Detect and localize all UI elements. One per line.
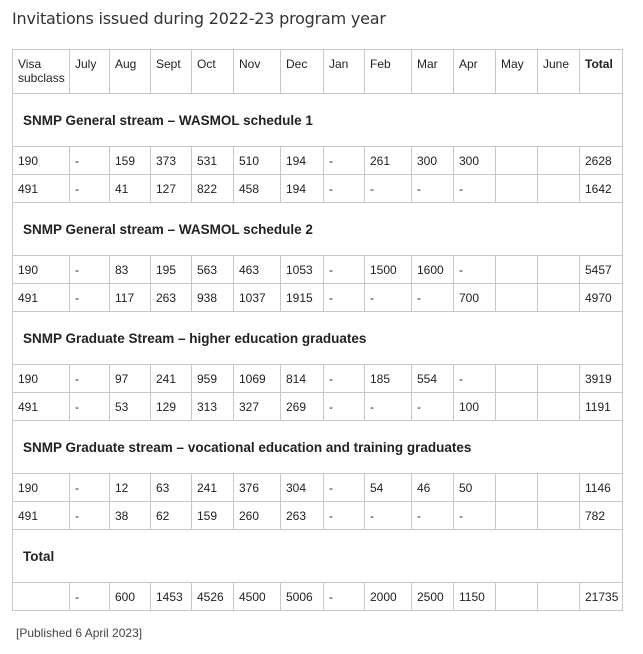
table-cell: 41 — [110, 175, 151, 203]
table-cell: 300 — [412, 147, 454, 175]
table-cell: 300 — [454, 147, 496, 175]
table-cell: - — [365, 502, 412, 530]
table-cell: - — [324, 147, 365, 175]
column-header: Mar — [412, 50, 454, 94]
table-cell: 2628 — [580, 147, 623, 175]
table-cell: - — [454, 175, 496, 203]
table-cell: 510 — [234, 147, 281, 175]
table-cell: 2000 — [365, 583, 412, 611]
table-cell: - — [454, 365, 496, 393]
table-cell — [496, 393, 538, 421]
section-heading-row — [13, 94, 623, 147]
table-cell: 100 — [454, 393, 496, 421]
column-header: Jan — [324, 50, 365, 94]
column-header: Oct — [192, 50, 234, 94]
table-cell: - — [324, 256, 365, 284]
table-cell: 159 — [192, 502, 234, 530]
table-cell: - — [324, 175, 365, 203]
table-cell — [538, 393, 580, 421]
column-header: Nov — [234, 50, 281, 94]
table-cell: 1500 — [365, 256, 412, 284]
page-title: Invitations issued during 2022-23 program year — [12, 9, 386, 28]
table-cell: 822 — [192, 175, 234, 203]
table-cell: 1069 — [234, 365, 281, 393]
column-header: Aug — [110, 50, 151, 94]
table-cell: - — [412, 175, 454, 203]
table-cell: 554 — [412, 365, 454, 393]
table-cell: 327 — [234, 393, 281, 421]
table-cell: 129 — [151, 393, 192, 421]
section-heading: SNMP Graduate stream – vocational education and training graduates — [13, 421, 623, 474]
table-row — [13, 393, 623, 421]
table-cell: - — [70, 256, 110, 284]
header-row — [13, 50, 623, 94]
table-cell: - — [412, 393, 454, 421]
table-cell — [538, 284, 580, 312]
table-cell: 263 — [151, 284, 192, 312]
table-cell: 194 — [281, 147, 324, 175]
table-cell: 491 — [13, 175, 70, 203]
table-cell: - — [324, 474, 365, 502]
table-cell: 1146 — [580, 474, 623, 502]
table-cell: 5457 — [580, 256, 623, 284]
table-cell: 62 — [151, 502, 192, 530]
table-cell — [13, 583, 70, 611]
table-cell: 1191 — [580, 393, 623, 421]
table-row — [13, 284, 623, 312]
table-cell: 313 — [192, 393, 234, 421]
table-cell: - — [70, 284, 110, 312]
table-cell: 38 — [110, 502, 151, 530]
section-heading: SNMP General stream – WASMOL schedule 2 — [13, 203, 623, 256]
table-cell: 959 — [192, 365, 234, 393]
table-cell: - — [324, 365, 365, 393]
table-cell: - — [412, 502, 454, 530]
table-cell: - — [70, 393, 110, 421]
table-cell — [538, 502, 580, 530]
table-cell: - — [412, 284, 454, 312]
table-cell: - — [70, 175, 110, 203]
table-cell: 782 — [580, 502, 623, 530]
table-cell — [538, 256, 580, 284]
table-cell: 304 — [281, 474, 324, 502]
table-cell: 814 — [281, 365, 324, 393]
table-cell: 1915 — [281, 284, 324, 312]
table-cell: 491 — [13, 502, 70, 530]
table-cell: 5006 — [281, 583, 324, 611]
table-row — [13, 256, 623, 284]
table-cell: - — [324, 284, 365, 312]
published-note: [Published 6 April 2023] — [16, 626, 143, 640]
table-cell — [538, 583, 580, 611]
table-cell: 376 — [234, 474, 281, 502]
table-cell: 260 — [234, 502, 281, 530]
table-cell: - — [365, 393, 412, 421]
section-heading-row — [13, 421, 623, 474]
table-row — [13, 175, 623, 203]
table-cell: 127 — [151, 175, 192, 203]
table-cell: 97 — [110, 365, 151, 393]
table-cell: - — [324, 583, 365, 611]
table-row — [13, 502, 623, 530]
table-cell: - — [70, 583, 110, 611]
column-header: Feb — [365, 50, 412, 94]
table-cell: 3919 — [580, 365, 623, 393]
table-cell: 1600 — [412, 256, 454, 284]
column-header: Dec — [281, 50, 324, 94]
table-cell — [496, 583, 538, 611]
table-cell: - — [454, 256, 496, 284]
column-header: Visa subclass — [13, 50, 70, 94]
table-cell: 63 — [151, 474, 192, 502]
table-cell: - — [70, 502, 110, 530]
table-cell — [496, 175, 538, 203]
table-cell — [538, 365, 580, 393]
table-cell: 4500 — [234, 583, 281, 611]
table-cell: - — [324, 502, 365, 530]
table-cell: 261 — [365, 147, 412, 175]
table-cell — [496, 147, 538, 175]
table-cell: 21735 — [580, 583, 623, 611]
table-cell: 1053 — [281, 256, 324, 284]
section-heading-row — [13, 312, 623, 365]
table-cell: 491 — [13, 284, 70, 312]
table-cell: 117 — [110, 284, 151, 312]
table-cell: 4970 — [580, 284, 623, 312]
table-cell: 190 — [13, 365, 70, 393]
table-cell: 938 — [192, 284, 234, 312]
table-cell — [496, 365, 538, 393]
table-cell: 1642 — [580, 175, 623, 203]
invitations-table — [12, 49, 623, 611]
section-heading: Total — [13, 530, 623, 583]
table-cell: - — [70, 147, 110, 175]
section-heading: SNMP General stream – WASMOL schedule 1 — [13, 94, 623, 147]
section-heading-row — [13, 530, 623, 583]
table-cell: 12 — [110, 474, 151, 502]
table-cell: 194 — [281, 175, 324, 203]
table-cell: - — [365, 175, 412, 203]
table-cell: 190 — [13, 256, 70, 284]
table-cell: 531 — [192, 147, 234, 175]
table-cell: - — [454, 502, 496, 530]
table-cell: 1150 — [454, 583, 496, 611]
table-cell: - — [365, 284, 412, 312]
table-cell: - — [70, 474, 110, 502]
table-cell: 600 — [110, 583, 151, 611]
table-cell: 53 — [110, 393, 151, 421]
section-heading-row — [13, 203, 623, 256]
table-cell: 195 — [151, 256, 192, 284]
section-heading: SNMP Graduate Stream – higher education graduates — [13, 312, 623, 365]
table-cell: 54 — [365, 474, 412, 502]
table-cell: 269 — [281, 393, 324, 421]
table-cell: 50 — [454, 474, 496, 502]
table-cell: 190 — [13, 147, 70, 175]
table-row — [13, 474, 623, 502]
table-cell — [496, 502, 538, 530]
table-row — [13, 365, 623, 393]
table-cell: 463 — [234, 256, 281, 284]
table-cell: 263 — [281, 502, 324, 530]
table-cell — [496, 474, 538, 502]
table-cell: - — [324, 393, 365, 421]
table-cell: 185 — [365, 365, 412, 393]
table-cell: 241 — [192, 474, 234, 502]
table-cell: 190 — [13, 474, 70, 502]
table-row — [13, 147, 623, 175]
table-cell: 159 — [110, 147, 151, 175]
column-header: Apr — [454, 50, 496, 94]
table-cell: 563 — [192, 256, 234, 284]
table-cell — [538, 474, 580, 502]
table-cell: - — [70, 365, 110, 393]
table-cell: 1453 — [151, 583, 192, 611]
table-cell: 1037 — [234, 284, 281, 312]
table-cell: 241 — [151, 365, 192, 393]
table-cell: 46 — [412, 474, 454, 502]
column-header: May — [496, 50, 538, 94]
table-cell — [496, 284, 538, 312]
table-cell — [496, 256, 538, 284]
column-header-total: Total — [580, 50, 623, 94]
table-cell: 491 — [13, 393, 70, 421]
table-cell: 458 — [234, 175, 281, 203]
table-cell — [538, 147, 580, 175]
table-cell: 700 — [454, 284, 496, 312]
table-cell: 2500 — [412, 583, 454, 611]
table-cell: 373 — [151, 147, 192, 175]
table-cell: 83 — [110, 256, 151, 284]
table-body — [13, 94, 623, 611]
column-header: Sept — [151, 50, 192, 94]
table-cell: 4526 — [192, 583, 234, 611]
column-header: June — [538, 50, 580, 94]
table-row — [13, 583, 623, 611]
table-cell — [538, 175, 580, 203]
column-header: July — [70, 50, 110, 94]
